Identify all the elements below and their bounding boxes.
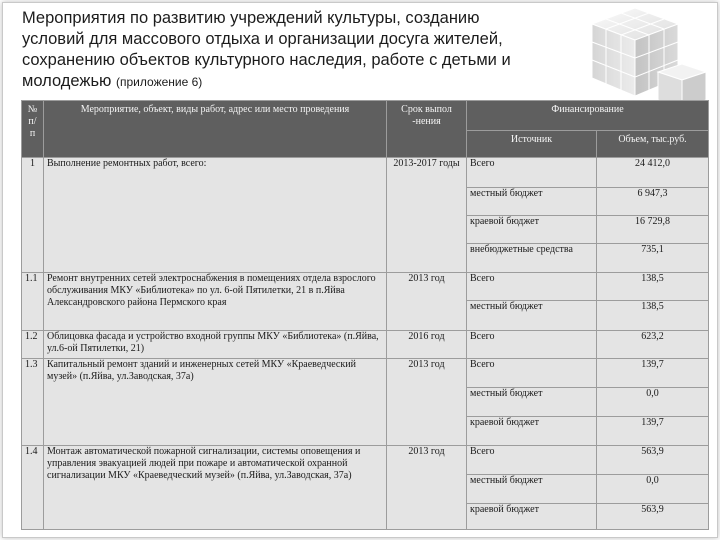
table-row xyxy=(22,273,709,301)
row-event: Монтаж автоматической пожарной сигнализации, системы оповещения и управления эвакуацией людей при пожаре и автоматической охранной сигнализации МКУ «Краеведческий музей» (п.Яйва, ул.Заводская, 37а) xyxy=(44,446,387,530)
source-cell: Всего xyxy=(467,273,597,301)
source-cell: местный бюджет xyxy=(467,388,597,417)
row-event: Ремонт внутренних сетей электроснабжения в помещениях отдела взрослого обслуживания МКУ «Библиотека» по ул. 6-ой Пятилетки, 21 в п.Яйва Александровского района Пермского края xyxy=(44,273,387,331)
row-num: 1 xyxy=(22,158,44,273)
header-num: № п/ п xyxy=(22,101,44,158)
volume-cell: 563,9 xyxy=(597,446,709,475)
row-num: 1.4 xyxy=(22,446,44,530)
volume-cell: 138,5 xyxy=(597,301,709,331)
table-row xyxy=(22,331,709,359)
row-event: Капитальный ремонт зданий и инженерных сетей МКУ «Краеведческий музей» (п.Яйва, ул.Заводская, 37а) xyxy=(44,359,387,446)
row-term: 2013-2017 годы xyxy=(387,158,467,273)
volume-cell: 24 412,0 xyxy=(597,158,709,188)
source-cell: краевой бюджет xyxy=(467,504,597,530)
header-event: Мероприятие, объект, виды работ, адрес или место проведения xyxy=(44,101,387,158)
source-cell: Всего xyxy=(467,331,597,359)
source-cell: местный бюджет xyxy=(467,301,597,331)
volume-cell: 139,7 xyxy=(597,359,709,388)
table-row xyxy=(22,158,709,188)
row-num: 1.3 xyxy=(22,359,44,446)
row-term: 2013 год xyxy=(387,446,467,530)
volume-cell: 0,0 xyxy=(597,388,709,417)
financing-table xyxy=(21,100,709,530)
volume-cell: 563,9 xyxy=(597,504,709,530)
cubes-icon xyxy=(560,4,710,112)
source-cell: краевой бюджет xyxy=(467,216,597,244)
table-row xyxy=(22,446,709,475)
header-term: Срок выпол -нения xyxy=(387,101,467,158)
row-event: Выполнение ремонтных работ, всего: xyxy=(44,158,387,273)
header-volume: Объем, тыс.руб. xyxy=(597,131,709,158)
slide-title-note: (приложение 6) xyxy=(116,75,203,89)
row-term: 2013 год xyxy=(387,273,467,331)
header-source: Источник xyxy=(467,131,597,158)
row-event: Облицовка фасада и устройство входной группы МКУ «Библиотека» (п.Яйва, ул.6-ой Пятилетки, 21) xyxy=(44,331,387,359)
source-cell: Всего xyxy=(467,158,597,188)
table-row xyxy=(22,359,709,388)
volume-cell: 0,0 xyxy=(597,475,709,504)
volume-cell: 16 729,8 xyxy=(597,216,709,244)
source-cell: внебюджетные средства xyxy=(467,244,597,273)
row-num: 1.2 xyxy=(22,331,44,359)
source-cell: краевой бюджет xyxy=(467,417,597,446)
row-term: 2016 год xyxy=(387,331,467,359)
volume-cell: 139,7 xyxy=(597,417,709,446)
source-cell: местный бюджет xyxy=(467,188,597,216)
volume-cell: 138,5 xyxy=(597,273,709,301)
slide-title-text: Мероприятия по развитию учреждений культуры, созданию условий для массового отдыха и организации досуга жителей, сохранению объектов культурного наследия, работе с детьми и молодежью xyxy=(22,9,511,90)
volume-cell: 735,1 xyxy=(597,244,709,273)
volume-cell: 6 947,3 xyxy=(597,188,709,216)
header-financing: Финансирование xyxy=(467,101,709,131)
source-cell: Всего xyxy=(467,359,597,388)
source-cell: Всего xyxy=(467,446,597,475)
volume-cell: 623,2 xyxy=(597,331,709,359)
row-num: 1.1 xyxy=(22,273,44,331)
source-cell: местный бюджет xyxy=(467,475,597,504)
slide-title xyxy=(22,8,542,93)
row-term: 2013 год xyxy=(387,359,467,446)
